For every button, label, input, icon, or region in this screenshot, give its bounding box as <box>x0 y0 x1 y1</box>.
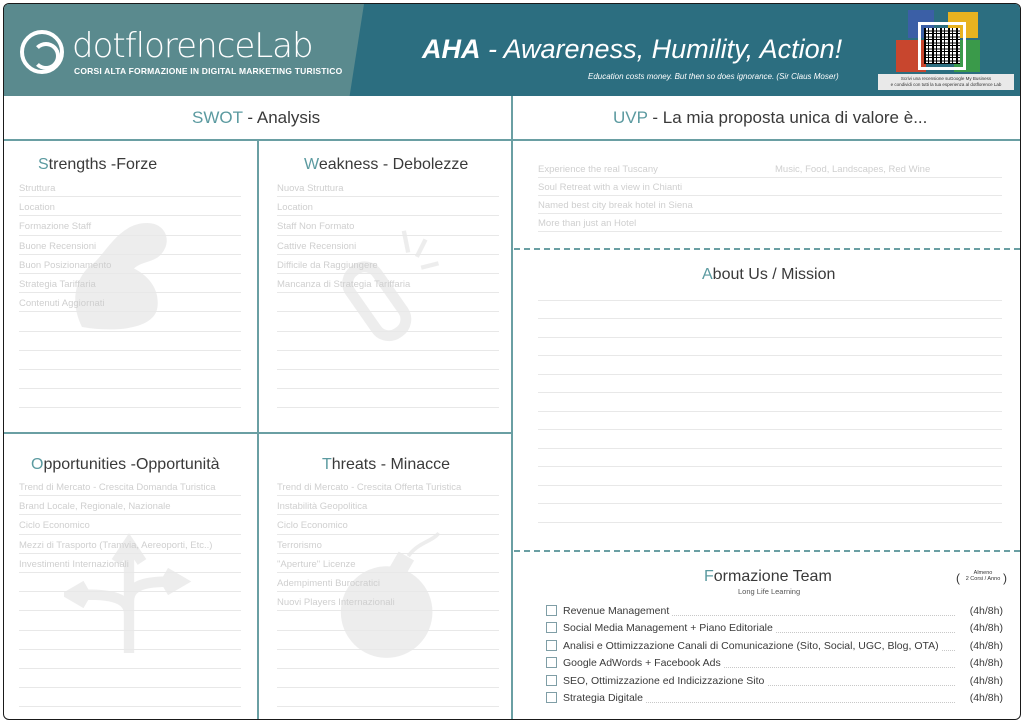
note-top: Almeno <box>973 570 993 576</box>
weakness-list <box>277 178 499 408</box>
weakness-item[interactable] <box>277 370 499 389</box>
page-title-rest: - Awareness, Humility, Action! <box>480 34 843 64</box>
weakness-item[interactable]: Staff Non Formato <box>277 216 499 235</box>
strength-item[interactable] <box>19 332 241 351</box>
uvp-item: More than just an Hotel <box>538 214 1002 232</box>
weakness-item[interactable]: Cattive Recensioni <box>277 236 499 255</box>
uvp-title: UVP - La mia proposta unica di valore è... <box>613 108 928 127</box>
strength-item[interactable] <box>19 389 241 408</box>
opportunity-item[interactable]: Brand Locale, Regionale, Nazionale <box>19 496 241 515</box>
uvp-item: Soul Retreat with a view in Chianti <box>538 178 1002 196</box>
about-formazione-divider <box>514 550 1020 552</box>
about-line[interactable] <box>538 301 1002 320</box>
course-label: Analisi e Ottimizzazione Canali di Comunicazione (Sito, Social, UGC, Blog, OTA) <box>563 638 942 654</box>
weakness-item[interactable] <box>277 332 499 351</box>
about-line[interactable] <box>538 486 1002 505</box>
weakness-item[interactable] <box>277 312 499 331</box>
main-divider <box>511 96 513 720</box>
formazione-note: ( Almeno 2 Corsi / Anno ) <box>956 570 1007 585</box>
weakness-item[interactable]: Location <box>277 197 499 216</box>
course-checkbox[interactable] <box>546 675 557 686</box>
threat-item[interactable]: Nuovi Players Internazionali <box>277 592 499 611</box>
opportunity-item[interactable]: Ciclo Economico <box>19 515 241 534</box>
strengths-list <box>19 178 241 408</box>
opportunities-list <box>19 477 241 707</box>
strength-item[interactable] <box>19 351 241 370</box>
opportunity-item[interactable] <box>19 688 241 707</box>
course-hours: (4h/8h) <box>969 657 1003 670</box>
strength-item[interactable]: Buon Posizionamento <box>19 255 241 274</box>
course-hours: (4h/8h) <box>969 605 1003 617</box>
strength-item[interactable]: Contenuti Aggiornati <box>19 293 241 312</box>
opportunity-item[interactable] <box>19 592 241 611</box>
weakness-item[interactable]: Nuova Struttura <box>277 178 499 197</box>
strengths-title: Strengths -Forze <box>38 156 158 173</box>
opportunity-item[interactable]: Investimenti Internazionali <box>19 554 241 573</box>
strengths-quadrant <box>4 140 257 432</box>
threats-quadrant <box>258 433 511 720</box>
uvp-about-divider <box>514 248 1020 250</box>
threat-item[interactable]: Instabilità Geopolitica <box>277 496 499 515</box>
course-label: Strategia Digitale <box>563 690 646 706</box>
course-checkbox[interactable] <box>546 657 557 668</box>
threat-item[interactable] <box>277 650 499 669</box>
uvp-item: Named best city break hotel in Siena <box>538 196 1002 214</box>
course-hours: (4h/8h) <box>969 691 1003 704</box>
about-line[interactable] <box>538 467 1002 486</box>
weakness-item[interactable] <box>277 293 499 312</box>
course-label: Revenue Management <box>563 603 672 619</box>
threats-list <box>277 477 499 707</box>
about-line[interactable] <box>538 282 1002 301</box>
about-line[interactable] <box>538 356 1002 375</box>
strength-item[interactable]: Struttura <box>19 178 241 197</box>
course-checkbox[interactable] <box>546 622 557 633</box>
qr-caption <box>878 74 1014 90</box>
course-label: SEO, Ottimizzazione ed Indicizzazione Sito <box>563 673 767 689</box>
threat-item[interactable]: Terrorismo <box>277 535 499 554</box>
brand-tagline: CORSI ALTA FORMAZIONE IN DIGITAL MARKETING TURISTICO <box>74 66 343 76</box>
threat-item[interactable] <box>277 631 499 650</box>
about-line[interactable] <box>538 375 1002 394</box>
strength-item[interactable]: Formazione Staff <box>19 216 241 235</box>
formazione-title: Formazione Team <box>704 568 832 585</box>
opportunities-title: Opportunities -Opportunità <box>31 456 220 473</box>
formazione-item <box>546 672 1003 689</box>
formazione-item <box>546 637 1003 654</box>
strength-item[interactable]: Location <box>19 197 241 216</box>
course-hours: (4h/8h) <box>969 674 1003 687</box>
course-checkbox[interactable] <box>546 692 557 703</box>
opportunity-item[interactable]: Mezzi di Trasporto (Tramvia, Aereoporti, Etc..) <box>19 535 241 554</box>
about-line[interactable] <box>538 449 1002 468</box>
weakness-item[interactable] <box>277 389 499 408</box>
page-title-bold: AHA <box>422 34 481 64</box>
opportunity-item[interactable]: Trend di Mercato - Crescita Domanda Turistica <box>19 477 241 496</box>
strength-item[interactable] <box>19 312 241 331</box>
qr-caption-line1: Scrivi una recensione suGoogle My Business <box>900 76 992 81</box>
opportunity-item[interactable] <box>19 650 241 669</box>
formazione-list <box>546 602 1003 706</box>
weakness-item[interactable] <box>277 351 499 370</box>
threat-item[interactable] <box>277 669 499 688</box>
course-checkbox[interactable] <box>546 605 557 616</box>
formazione-subtitle: Long Life Learning <box>738 587 801 596</box>
brand-logo-icon <box>20 30 64 74</box>
about-line[interactable] <box>538 393 1002 412</box>
strength-item[interactable]: Strategia Tariffaria <box>19 274 241 293</box>
weakness-quadrant <box>258 140 511 432</box>
threat-item[interactable]: Ciclo Economico <box>277 515 499 534</box>
swot-title: SWOT - Analysis <box>192 108 321 127</box>
about-line[interactable] <box>538 430 1002 449</box>
uvp-extra: Music, Food, Landscapes, Red Wine <box>775 164 931 175</box>
threats-title: Threats - Minacce <box>322 456 451 473</box>
threat-item[interactable]: Trend di Mercato - Crescita Offerta Turistica <box>277 477 499 496</box>
about-line[interactable] <box>538 504 1002 523</box>
opportunities-quadrant <box>4 433 257 720</box>
page-title <box>422 34 842 65</box>
uvp-item: Experience the real Tuscany Music, Food, Landscapes, Red Wine <box>538 160 1002 178</box>
about-line[interactable] <box>538 412 1002 431</box>
strength-item[interactable] <box>19 370 241 389</box>
course-hours: (4h/8h) <box>969 639 1003 652</box>
course-hours: (4h/8h) <box>969 622 1003 635</box>
opportunity-item[interactable] <box>19 669 241 688</box>
threat-item[interactable]: Adempimenti Burocratici <box>277 573 499 592</box>
brand-name: dotflorenceLab <box>72 26 313 66</box>
page-quote: Education costs money. But then so does ignorance. (Sir Claus Moser) <box>588 72 839 81</box>
strength-item[interactable]: Buone Recensioni <box>19 236 241 255</box>
qr-caption-line2: e condividi con tutti la tua esperienza al dotflorence Lab <box>890 82 1002 87</box>
formazione-item <box>546 654 1003 671</box>
threat-item[interactable]: "Aperture" Licenze <box>277 554 499 573</box>
canvas-frame <box>3 3 1021 720</box>
weakness-title: Weakness - Debolezze <box>304 156 469 173</box>
opportunity-item[interactable] <box>19 631 241 650</box>
threat-item[interactable] <box>277 688 499 707</box>
about-title: About Us / Mission <box>702 266 836 283</box>
qr-block <box>876 10 1014 90</box>
opportunity-item[interactable] <box>19 573 241 592</box>
course-label: Google AdWords + Facebook Ads <box>563 655 724 671</box>
threat-item[interactable] <box>277 611 499 630</box>
weakness-item[interactable]: Difficile da Raggiungere <box>277 255 499 274</box>
qr-code-icon[interactable] <box>918 22 966 70</box>
formazione-item <box>546 689 1003 706</box>
about-line[interactable] <box>538 319 1002 338</box>
uvp-list <box>538 160 1002 232</box>
formazione-item <box>546 619 1003 636</box>
header-banner <box>4 4 1020 96</box>
note-bottom: 2 Corsi / Anno <box>965 576 1001 582</box>
course-label: Social Media Management + Piano Editoriale <box>563 620 776 636</box>
formazione-item <box>546 602 1003 619</box>
weakness-item[interactable]: Mancanza di Strategia Tariffaria <box>277 274 499 293</box>
opportunity-item[interactable] <box>19 611 241 630</box>
about-lines <box>538 282 1002 523</box>
about-line[interactable] <box>538 338 1002 357</box>
course-checkbox[interactable] <box>546 640 557 651</box>
